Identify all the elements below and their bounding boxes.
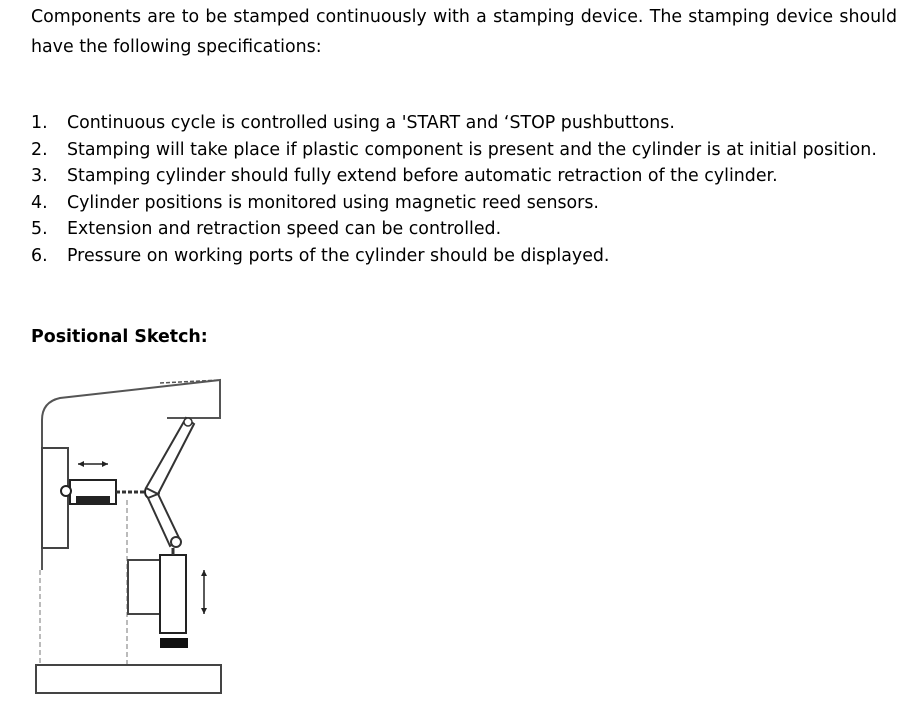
list-item-number: 4. (31, 192, 48, 213)
horizontal-cylinder-eye (61, 486, 71, 496)
upper-link (146, 418, 194, 494)
list-item-number: 6. (31, 245, 48, 266)
sketch-heading: Positional Sketch: (31, 327, 208, 347)
list-item-text: Stamping cylinder should fully extend before automatic retraction of the cylinder. (67, 166, 778, 187)
list-item-text: Pressure on working ports of the cylinder should be displayed. (67, 245, 610, 266)
list-item-number: 2. (31, 139, 48, 160)
base-plate (36, 665, 221, 693)
list-item (31, 137, 911, 164)
intro-paragraph: Components are to be stamped continuously with a stamping device. The stamping device should have the following specifications: (31, 7, 897, 57)
upper-link-pivot (184, 418, 192, 426)
horizontal-cylinder-mount (42, 448, 68, 548)
list-item-text: Stamping will take place if plastic component is present and the cylinder is at initial position. (67, 139, 877, 160)
list-item-text: Extension and retraction speed can be controlled. (67, 219, 502, 240)
list-item-number: 5. (31, 219, 48, 240)
horizontal-cylinder-band (76, 496, 110, 504)
vertical-cylinder-mount (128, 560, 162, 614)
list-item-number: 3. (31, 166, 48, 187)
vertical-cylinder (160, 555, 186, 633)
lower-link-pivot (171, 537, 181, 547)
list-item (31, 163, 911, 190)
stamp-head (160, 638, 188, 648)
list-item-text: Cylinder positions is monitored using magnetic reed sensors. (67, 192, 599, 213)
list-item (31, 243, 911, 270)
list-item (31, 216, 911, 243)
list-item-text: Continuous cycle is controlled using a 'START and ‘STOP pushbuttons. (67, 113, 675, 133)
list-item (31, 190, 911, 217)
list-item (31, 110, 911, 137)
positional-sketch (30, 370, 230, 700)
list-item-number: 1. (31, 113, 48, 133)
specification-list (31, 110, 911, 270)
